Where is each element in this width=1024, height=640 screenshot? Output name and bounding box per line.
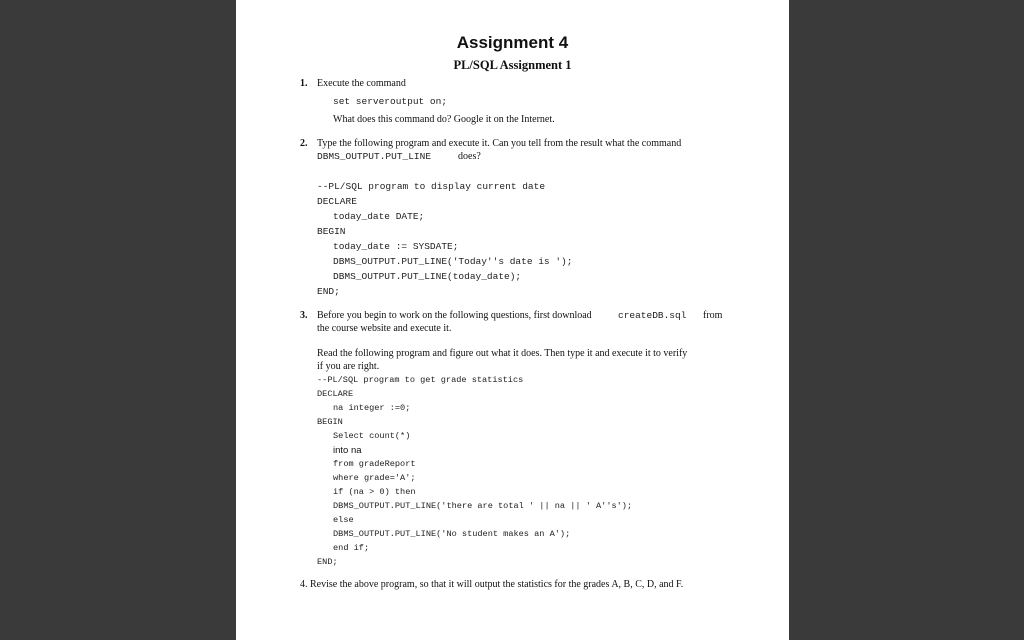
q1-code: set serveroutput on; (333, 96, 448, 107)
q3-text-line2: the course website and execute it. (317, 323, 452, 334)
q3-paragraph-line2: if you are right. (317, 361, 380, 372)
q3-code-line: from gradeReport (333, 459, 416, 469)
q2-text-tail: does? (458, 151, 481, 162)
q2-text: Type the following program and execute it. Can you tell from the result what the command (317, 138, 682, 149)
q1-followup: What does this command do? Google it on the Internet. (333, 114, 555, 125)
page-subtitle: PL/SQL Assignment 1 (453, 58, 572, 72)
q3-code-line: where grade='A'; (333, 473, 416, 483)
q2-code-line: BEGIN (317, 226, 346, 237)
q3-code-line: if (na > 0) then (333, 487, 416, 497)
q1-number: 1. (300, 78, 308, 89)
q3-code-line: BEGIN (317, 417, 343, 427)
q2-code-ref: DBMS_OUTPUT.PUT_LINE (317, 151, 432, 162)
q3-code-line: DBMS_OUTPUT.PUT_LINE('No student makes an A'); (333, 529, 571, 539)
q1-text: Execute the command (317, 78, 406, 89)
q3-code-line: END; (317, 557, 338, 567)
q3-code-line: Select count(*) (333, 431, 411, 441)
q3-file: createDB.sql (618, 310, 687, 321)
q2-code-line: today_date := SYSDATE; (333, 241, 459, 252)
q3-code-line: end if; (333, 543, 370, 553)
q3-code-line: --PL/SQL program to get grade statistics (317, 375, 524, 385)
q3-code-line: into na (333, 445, 362, 456)
q2-code-line: DBMS_OUTPUT.PUT_LINE('Today''s date is '); (333, 256, 573, 267)
q2-code-line: --PL/SQL program to display current date (317, 181, 546, 192)
page-title: Assignment 4 (456, 33, 569, 52)
q2-code-line: DECLARE (317, 196, 357, 207)
q3-paragraph: Read the following program and figure out what it does. Then type it and execute it to verify (317, 348, 688, 359)
document-page (236, 0, 789, 640)
q3-code-line: else (333, 515, 354, 525)
q3-code-line: DECLARE (317, 389, 354, 399)
q4-text: 4. Revise the above program, so that it will output the statistics for the grades A, B, C, D, and F. (300, 579, 684, 590)
q3-number: 3. (300, 310, 308, 321)
q2-code-line: END; (317, 286, 340, 297)
q2-number: 2. (300, 138, 308, 149)
q3-text: Before you begin to work on the following questions, first download (317, 310, 592, 321)
q2-code-line: today_date DATE; (333, 211, 425, 222)
q3-code-line: na integer :=0; (333, 403, 411, 413)
q3-text-from: from (703, 310, 723, 321)
q3-code-line: DBMS_OUTPUT.PUT_LINE('there are total ' || na || ' A''s'); (333, 501, 633, 511)
q2-code-line: DBMS_OUTPUT.PUT_LINE(today_date); (333, 271, 522, 282)
